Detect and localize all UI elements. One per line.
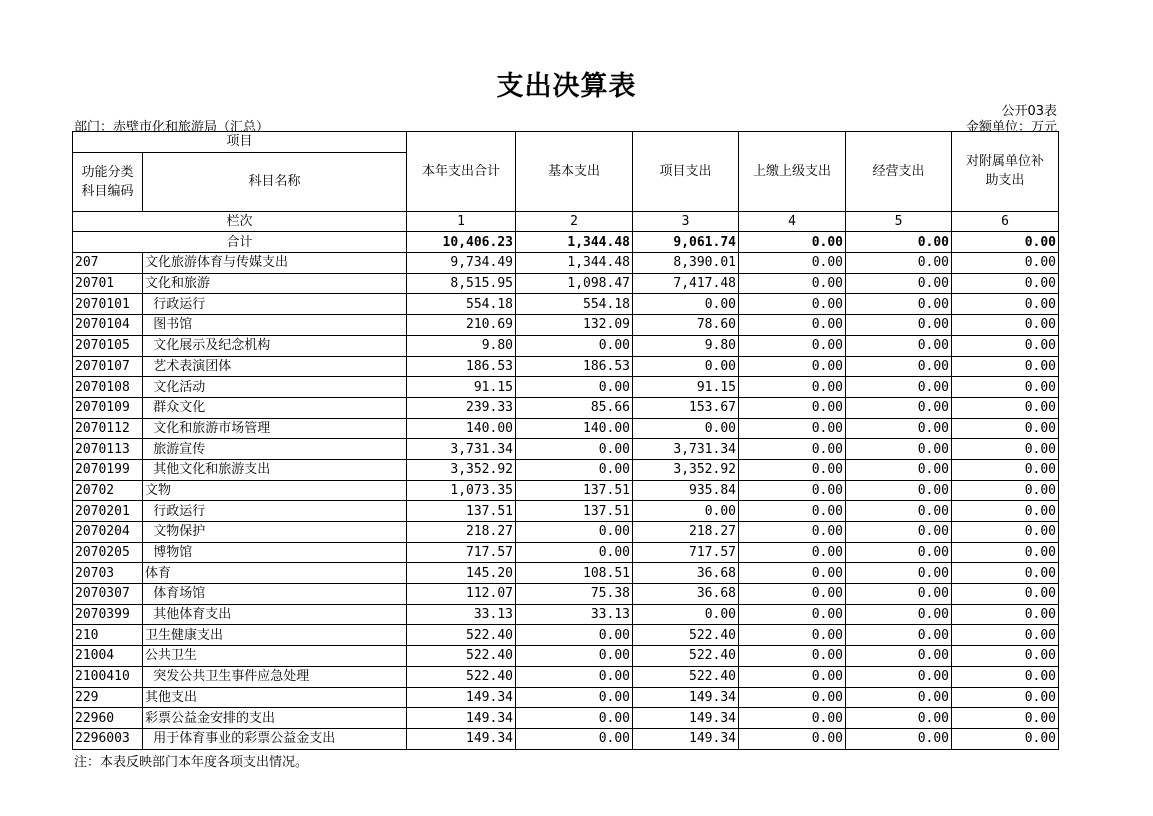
row-value: 0.00 — [739, 356, 846, 377]
header-func-code: 功能分类 科目编码 — [73, 152, 143, 211]
row-name: 其他文化和旅游支出 — [143, 459, 407, 480]
row-value: 0.00 — [846, 687, 952, 708]
row-value: 91.15 — [633, 377, 739, 398]
table-row — [73, 708, 1059, 729]
row-value: 717.57 — [633, 542, 739, 563]
row-value: 522.40 — [633, 666, 739, 687]
row-value: 145.20 — [407, 563, 516, 584]
row-value: 0.00 — [516, 708, 633, 729]
table-row — [73, 501, 1059, 522]
row-value: 0.00 — [516, 687, 633, 708]
row-value: 0.00 — [739, 728, 846, 749]
row-code: 2070109 — [73, 397, 143, 418]
row-name: 彩票公益金安排的支出 — [143, 708, 407, 729]
row-name: 体育场馆 — [143, 584, 407, 605]
row-value: 218.27 — [633, 522, 739, 543]
row-value: 0.00 — [633, 418, 739, 439]
row-value: 0.00 — [846, 708, 952, 729]
row-value: 78.60 — [633, 315, 739, 336]
row-value: 0.00 — [952, 604, 1059, 625]
row-code: 2070108 — [73, 377, 143, 398]
row-name: 用于体育事业的彩票公益金支出 — [143, 728, 407, 749]
row-value: 0.00 — [633, 356, 739, 377]
row-value: 137.51 — [516, 480, 633, 501]
row-value: 0.00 — [516, 666, 633, 687]
row-value: 149.34 — [633, 728, 739, 749]
row-value: 0.00 — [952, 563, 1059, 584]
row-value: 0.00 — [846, 294, 952, 315]
row-value: 149.34 — [407, 708, 516, 729]
row-value: 0.00 — [633, 294, 739, 315]
row-name: 文化活动 — [143, 377, 407, 398]
row-value: 112.07 — [407, 584, 516, 605]
row-name: 群众文化 — [143, 397, 407, 418]
row-name: 图书馆 — [143, 315, 407, 336]
row-value: 0.00 — [739, 480, 846, 501]
header-upper: 上缴上级支出 — [739, 132, 846, 212]
row-value: 0.00 — [952, 294, 1059, 315]
total-value: 9,061.74 — [633, 232, 739, 253]
row-code: 2070105 — [73, 335, 143, 356]
row-code: 207 — [73, 253, 143, 274]
row-value: 1,098.47 — [516, 273, 633, 294]
table-row — [73, 335, 1059, 356]
row-value: 0.00 — [739, 501, 846, 522]
row-value: 0.00 — [846, 397, 952, 418]
col-num: 2 — [516, 211, 633, 232]
row-value: 0.00 — [739, 625, 846, 646]
row-name: 文物 — [143, 480, 407, 501]
row-value: 0.00 — [739, 708, 846, 729]
row-value: 0.00 — [739, 439, 846, 460]
row-name: 行政运行 — [143, 501, 407, 522]
row-value: 149.34 — [407, 728, 516, 749]
row-value: 0.00 — [739, 522, 846, 543]
expenditure-table — [72, 131, 1059, 750]
row-value: 36.68 — [633, 563, 739, 584]
row-code: 2070107 — [73, 356, 143, 377]
col-num: 6 — [952, 211, 1059, 232]
row-value: 149.34 — [633, 687, 739, 708]
row-value: 0.00 — [846, 377, 952, 398]
table-row — [73, 625, 1059, 646]
department-label: 部门：赤壁市化和旅游局（汇总） — [74, 120, 270, 135]
row-value: 33.13 — [516, 604, 633, 625]
row-value: 0.00 — [739, 584, 846, 605]
total-value: 10,406.23 — [407, 232, 516, 253]
row-value: 0.00 — [952, 418, 1059, 439]
row-code: 229 — [73, 687, 143, 708]
row-value: 0.00 — [952, 666, 1059, 687]
row-code: 2070399 — [73, 604, 143, 625]
table-row — [73, 480, 1059, 501]
row-value: 0.00 — [846, 335, 952, 356]
row-code: 22960 — [73, 708, 143, 729]
page-title: 支出决算表 — [496, 71, 637, 102]
row-code: 2070104 — [73, 315, 143, 336]
table-row — [73, 418, 1059, 439]
row-value: 1,344.48 — [516, 253, 633, 274]
row-value: 140.00 — [407, 418, 516, 439]
row-value: 522.40 — [407, 666, 516, 687]
header-project: 项目支出 — [633, 132, 739, 212]
row-value: 0.00 — [846, 480, 952, 501]
row-value: 239.33 — [407, 397, 516, 418]
col-num: 4 — [739, 211, 846, 232]
header-business: 经营支出 — [846, 132, 952, 212]
row-value: 3,731.34 — [633, 439, 739, 460]
row-value: 0.00 — [952, 459, 1059, 480]
header-subject-name: 科目名称 — [143, 152, 407, 211]
table-row — [73, 294, 1059, 315]
row-value: 0.00 — [952, 377, 1059, 398]
row-value: 0.00 — [846, 542, 952, 563]
row-value: 0.00 — [739, 377, 846, 398]
row-value: 0.00 — [516, 728, 633, 749]
row-code: 2100410 — [73, 666, 143, 687]
table-row — [73, 687, 1059, 708]
row-code: 2070101 — [73, 294, 143, 315]
row-name: 博物馆 — [143, 542, 407, 563]
row-name: 卫生健康支出 — [143, 625, 407, 646]
row-name: 突发公共卫生事件应急处理 — [143, 666, 407, 687]
row-value: 8,515.95 — [407, 273, 516, 294]
row-name: 文化和旅游 — [143, 273, 407, 294]
table-row — [73, 377, 1059, 398]
header-item: 项目 — [73, 132, 407, 153]
row-value: 137.51 — [407, 501, 516, 522]
row-value: 9.80 — [633, 335, 739, 356]
row-value: 0.00 — [739, 542, 846, 563]
row-value: 0.00 — [739, 273, 846, 294]
table-row — [73, 356, 1059, 377]
row-value: 137.51 — [516, 501, 633, 522]
row-name: 艺术表演团体 — [143, 356, 407, 377]
row-value: 75.38 — [516, 584, 633, 605]
row-value: 0.00 — [846, 666, 952, 687]
row-name: 文化旅游体育与传媒支出 — [143, 253, 407, 274]
row-value: 0.00 — [952, 480, 1059, 501]
table-row — [73, 439, 1059, 460]
row-value: 0.00 — [739, 687, 846, 708]
col-num: 5 — [846, 211, 952, 232]
row-value: 132.09 — [516, 315, 633, 336]
row-value: 0.00 — [952, 522, 1059, 543]
row-value: 1,073.35 — [407, 480, 516, 501]
row-value: 0.00 — [846, 501, 952, 522]
row-value: 0.00 — [846, 356, 952, 377]
table-row — [73, 253, 1059, 274]
row-value: 935.84 — [633, 480, 739, 501]
row-value: 0.00 — [739, 397, 846, 418]
row-value: 3,731.34 — [407, 439, 516, 460]
row-value: 0.00 — [952, 625, 1059, 646]
row-name: 文物保护 — [143, 522, 407, 543]
row-name: 公共卫生 — [143, 646, 407, 667]
row-value: 149.34 — [407, 687, 516, 708]
row-value: 0.00 — [739, 315, 846, 336]
row-value: 0.00 — [952, 728, 1059, 749]
row-value: 0.00 — [846, 604, 952, 625]
row-value: 9.80 — [407, 335, 516, 356]
total-value: 0.00 — [846, 232, 952, 253]
row-code: 2070199 — [73, 459, 143, 480]
row-name: 体育 — [143, 563, 407, 584]
row-value: 0.00 — [952, 273, 1059, 294]
row-value: 0.00 — [846, 418, 952, 439]
table-row — [73, 646, 1059, 667]
row-value: 0.00 — [516, 439, 633, 460]
row-name: 其他体育支出 — [143, 604, 407, 625]
total-value: 0.00 — [952, 232, 1059, 253]
row-value: 0.00 — [952, 584, 1059, 605]
row-name: 其他支出 — [143, 687, 407, 708]
row-value: 0.00 — [739, 335, 846, 356]
row-value: 0.00 — [952, 439, 1059, 460]
row-value: 0.00 — [846, 459, 952, 480]
table-row — [73, 728, 1059, 749]
row-value: 140.00 — [516, 418, 633, 439]
row-value: 0.00 — [952, 501, 1059, 522]
row-value: 0.00 — [739, 604, 846, 625]
row-code: 2070201 — [73, 501, 143, 522]
col-num: 1 — [407, 211, 516, 232]
row-value: 0.00 — [846, 439, 952, 460]
row-value: 0.00 — [846, 728, 952, 749]
row-value: 218.27 — [407, 522, 516, 543]
col-num: 3 — [633, 211, 739, 232]
row-value: 0.00 — [516, 335, 633, 356]
table-row — [73, 273, 1059, 294]
row-value: 554.18 — [407, 294, 516, 315]
row-code: 2296003 — [73, 728, 143, 749]
row-code: 2070204 — [73, 522, 143, 543]
row-name: 文化展示及纪念机构 — [143, 335, 407, 356]
row-value: 186.53 — [516, 356, 633, 377]
row-value: 0.00 — [952, 646, 1059, 667]
table-row — [73, 542, 1059, 563]
total-row — [73, 232, 1059, 253]
row-name: 行政运行 — [143, 294, 407, 315]
row-code: 20701 — [73, 273, 143, 294]
row-code: 2070205 — [73, 542, 143, 563]
row-value: 0.00 — [952, 397, 1059, 418]
row-value: 0.00 — [739, 563, 846, 584]
row-code: 210 — [73, 625, 143, 646]
row-value: 0.00 — [739, 646, 846, 667]
row-code: 20702 — [73, 480, 143, 501]
row-value: 0.00 — [516, 377, 633, 398]
row-code: 2070112 — [73, 418, 143, 439]
row-value: 0.00 — [846, 273, 952, 294]
unit-label: 金额单位：万元 — [965, 120, 1057, 135]
row-value: 0.00 — [846, 563, 952, 584]
header-basic: 基本支出 — [516, 132, 633, 212]
table-row — [73, 584, 1059, 605]
row-value: 153.67 — [633, 397, 739, 418]
table-row — [73, 522, 1059, 543]
row-value: 0.00 — [846, 522, 952, 543]
row-value: 0.00 — [516, 646, 633, 667]
row-value: 0.00 — [952, 687, 1059, 708]
row-value: 210.69 — [407, 315, 516, 336]
table-row — [73, 604, 1059, 625]
row-value: 554.18 — [516, 294, 633, 315]
row-value: 3,352.92 — [407, 459, 516, 480]
total-value: 1,344.48 — [516, 232, 633, 253]
total-label: 合计 — [73, 232, 407, 253]
row-name: 旅游宣传 — [143, 439, 407, 460]
header-col-row-label: 栏次 — [73, 211, 407, 232]
row-value: 0.00 — [516, 459, 633, 480]
row-value: 108.51 — [516, 563, 633, 584]
row-value: 0.00 — [633, 604, 739, 625]
row-value: 0.00 — [516, 625, 633, 646]
row-value: 0.00 — [952, 315, 1059, 336]
row-name: 文化和旅游市场管理 — [143, 418, 407, 439]
row-value: 0.00 — [952, 335, 1059, 356]
row-value: 0.00 — [516, 542, 633, 563]
row-value: 186.53 — [407, 356, 516, 377]
row-value: 522.40 — [407, 646, 516, 667]
row-value: 8,390.01 — [633, 253, 739, 274]
form-number: 公开03表 — [1001, 104, 1057, 119]
row-value: 0.00 — [952, 542, 1059, 563]
row-value: 0.00 — [739, 253, 846, 274]
row-value: 0.00 — [846, 253, 952, 274]
row-value: 0.00 — [846, 584, 952, 605]
row-value: 522.40 — [633, 625, 739, 646]
row-value: 0.00 — [739, 418, 846, 439]
table-row — [73, 397, 1059, 418]
row-value: 7,417.48 — [633, 273, 739, 294]
row-value: 0.00 — [633, 501, 739, 522]
row-value: 0.00 — [952, 253, 1059, 274]
table-row — [73, 666, 1059, 687]
row-code: 2070113 — [73, 439, 143, 460]
footnote: 注：本表反映部门本年度各项支出情况。 — [74, 755, 309, 770]
row-value: 522.40 — [633, 646, 739, 667]
row-value: 0.00 — [952, 356, 1059, 377]
row-code: 20703 — [73, 563, 143, 584]
row-value: 36.68 — [633, 584, 739, 605]
row-value: 0.00 — [739, 666, 846, 687]
total-value: 0.00 — [739, 232, 846, 253]
table-row — [73, 315, 1059, 336]
row-value: 0.00 — [846, 646, 952, 667]
row-value: 0.00 — [516, 522, 633, 543]
row-value: 522.40 — [407, 625, 516, 646]
header-subsidy: 对附属单位补 助支出 — [952, 132, 1059, 212]
row-code: 2070307 — [73, 584, 143, 605]
row-value: 0.00 — [739, 459, 846, 480]
row-value: 0.00 — [846, 315, 952, 336]
header-total: 本年支出合计 — [407, 132, 516, 212]
row-value: 91.15 — [407, 377, 516, 398]
row-value: 9,734.49 — [407, 253, 516, 274]
row-value: 3,352.92 — [633, 459, 739, 480]
row-value: 33.13 — [407, 604, 516, 625]
row-value: 717.57 — [407, 542, 516, 563]
row-value: 0.00 — [739, 294, 846, 315]
table-row — [73, 563, 1059, 584]
row-value: 149.34 — [633, 708, 739, 729]
row-code: 21004 — [73, 646, 143, 667]
row-value: 0.00 — [952, 708, 1059, 729]
row-value: 85.66 — [516, 397, 633, 418]
row-value: 0.00 — [846, 625, 952, 646]
table-row — [73, 459, 1059, 480]
